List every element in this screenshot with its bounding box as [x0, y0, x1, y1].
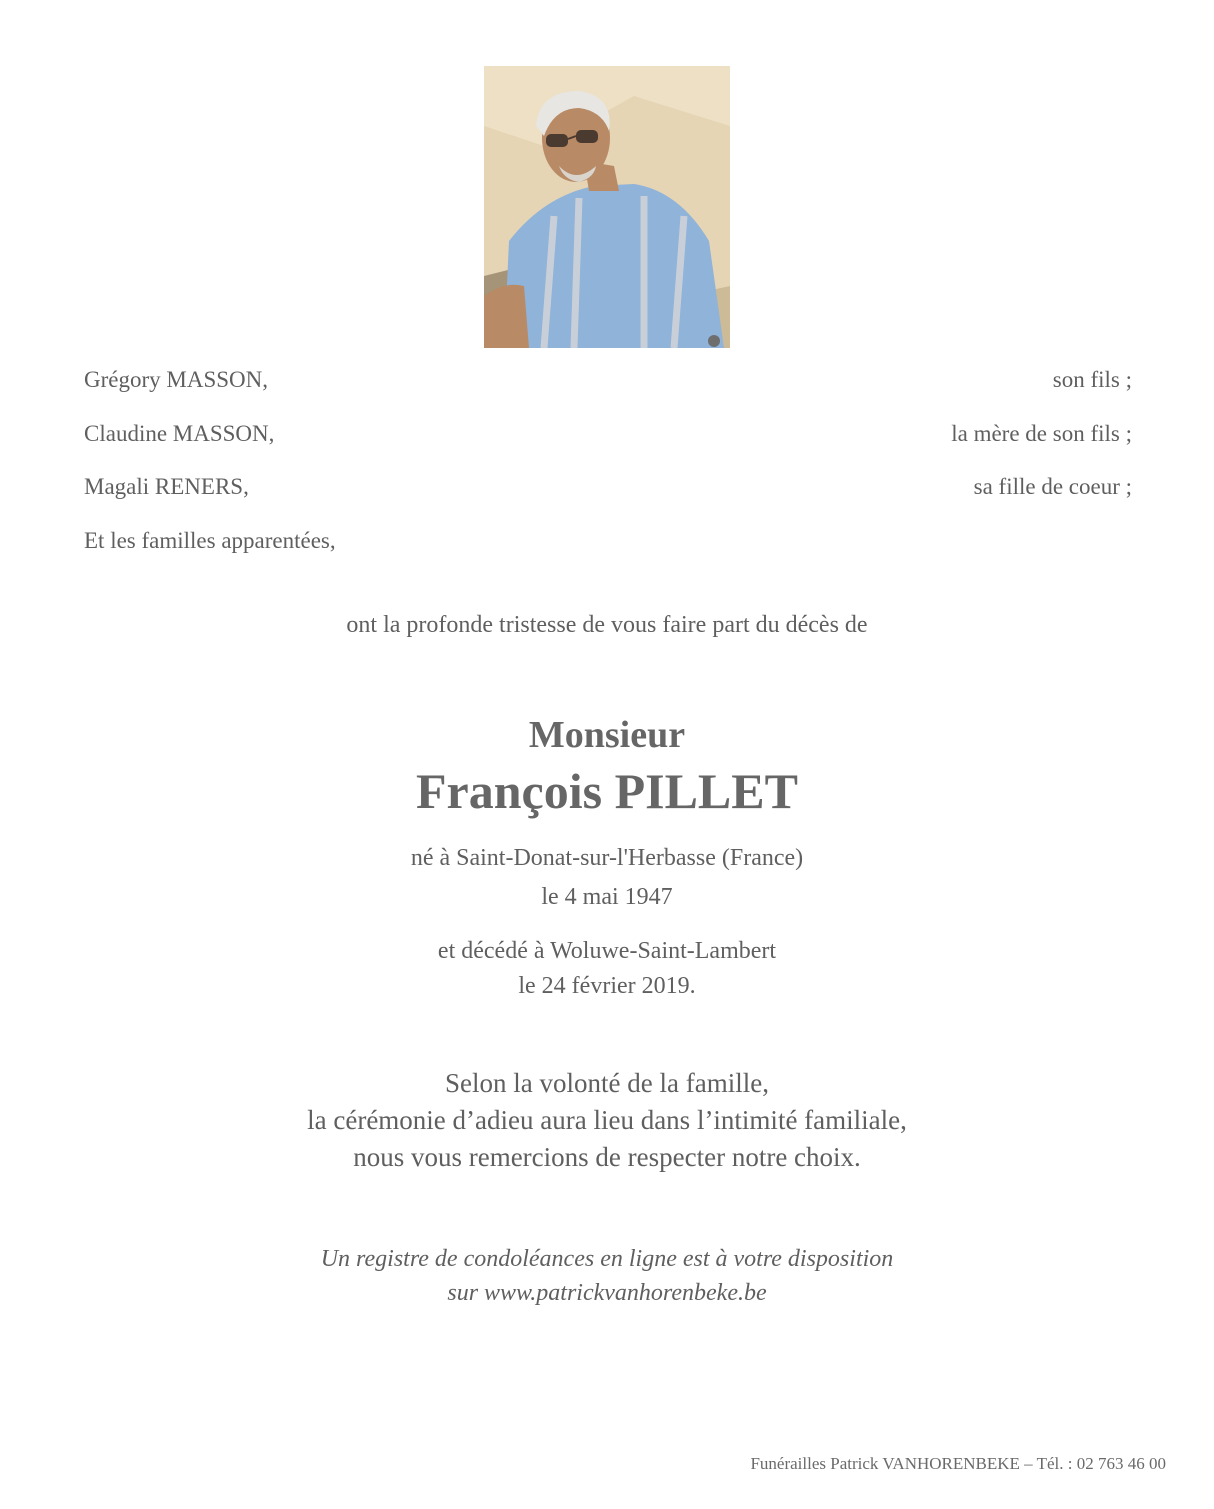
- family-member: [84, 474, 1132, 504]
- family-member-relation: sa fille de coeur ;: [973, 474, 1132, 499]
- family-member-name: Claudine MASSON,: [84, 421, 275, 446]
- death-date: le 24 février 2019.: [518, 973, 696, 999]
- family-member-name: Grégory MASSON,: [84, 367, 268, 392]
- family-member-relation: son fils ;: [1052, 367, 1132, 392]
- ceremony-notice-line: nous vous remercions de respecter notre choix.: [353, 1142, 861, 1172]
- funeral-home-footer: Funérailles Patrick VANHORENBEKE – Tél. : 02 763 46 00: [750, 1454, 1166, 1473]
- portrait-illustration: [484, 66, 730, 348]
- family-member-relation: la mère de son fils ;: [951, 421, 1132, 446]
- ceremony-notice-line: la cérémonie d’adieu aura lieu dans l’intimité familiale,: [307, 1105, 907, 1135]
- death-place: et décédé à Woluwe-Saint-Lambert: [437, 938, 777, 964]
- condolence-registry-line: Un registre de condoléances en ligne est à votre disposition: [320, 1246, 894, 1272]
- family-member: [84, 421, 1132, 451]
- portrait-photo: [484, 66, 730, 348]
- family-member: [84, 367, 1132, 397]
- birth-place: né à Saint-Donat-sur-l'Herbasse (France): [410, 845, 804, 871]
- family-member: [84, 528, 1132, 558]
- birth-date: le 4 mai 1947: [541, 884, 673, 910]
- family-member-name: Magali RENERS,: [84, 474, 249, 499]
- family-member-name: Et les familles apparentées,: [84, 528, 336, 553]
- ceremony-notice-line: Selon la volonté de la famille,: [445, 1068, 769, 1098]
- condolence-registry-link[interactable]: sur www.patrickvanhorenbeke.be: [447, 1280, 767, 1306]
- deceased-title: Monsieur: [528, 714, 686, 756]
- deceased-name: François PILLET: [416, 763, 798, 819]
- announcement-intro: ont la profonde tristesse de vous faire part du décès de: [346, 612, 868, 638]
